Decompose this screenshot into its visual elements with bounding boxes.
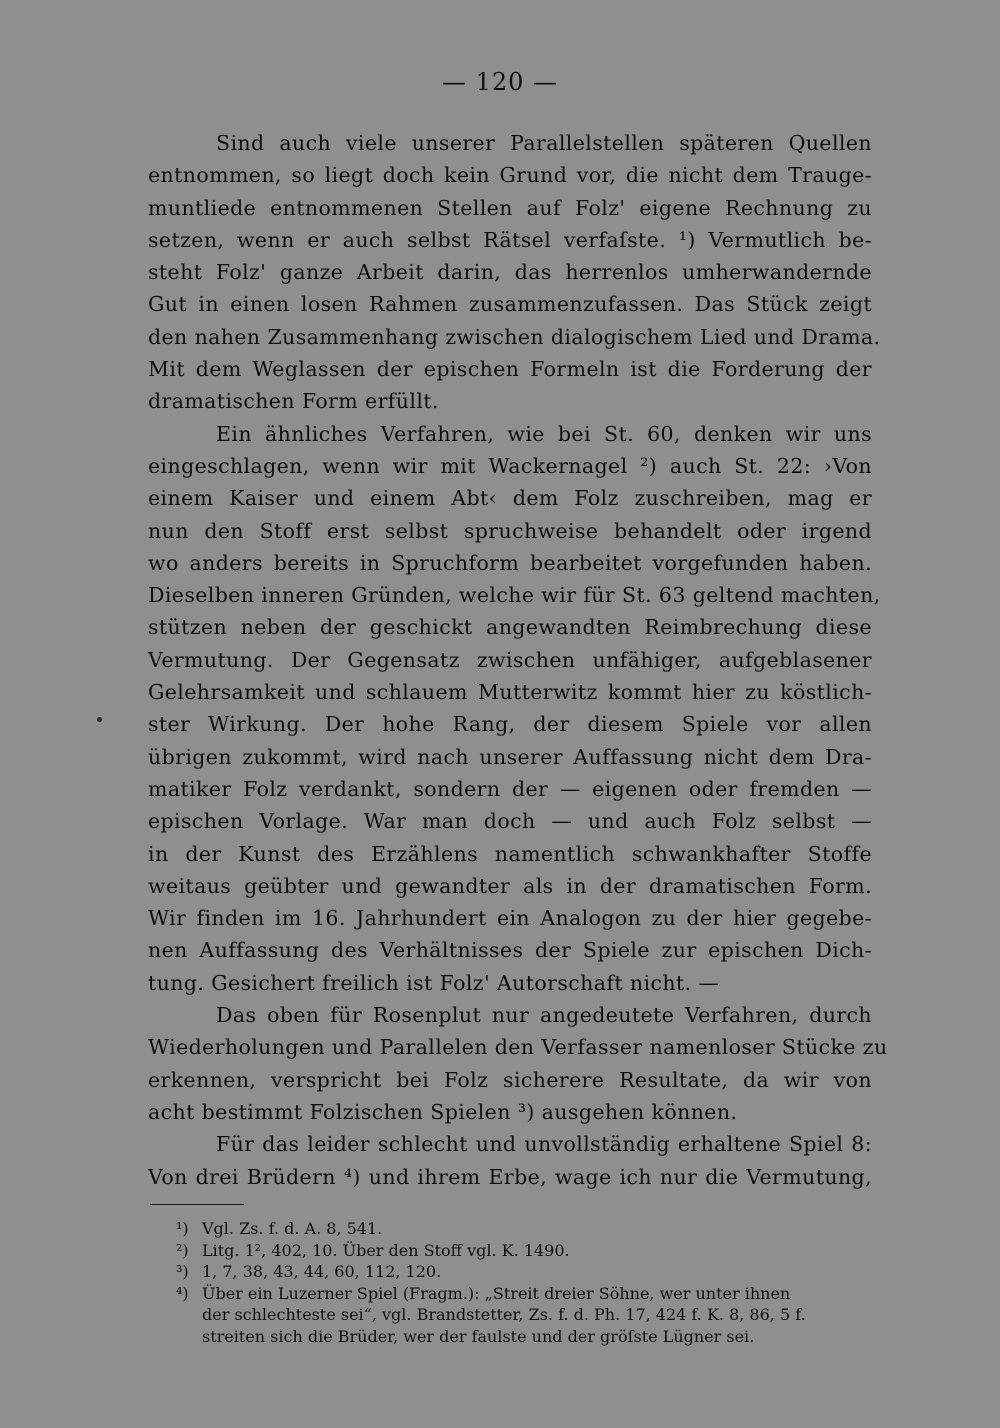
text-line: nen Auffassung des Verhältnisses der Spiele zur epischen Dich- bbox=[148, 938, 872, 963]
text-line: Sind auch viele unserer Parallelstellen späteren Quellen bbox=[216, 131, 872, 155]
footnote-text: Vgl. Zs. f. d. A. 8, 541. bbox=[202, 1219, 383, 1238]
text-line: muntliede entnommenen Stellen auf Folz' eigene Rechnung zu bbox=[148, 195, 872, 220]
text-line: steht Folz' ganze Arbeit darin, das herrenlos umherwandernde bbox=[148, 260, 872, 285]
text-line: nun den Stoff erst selbst spruchweise behandelt oder irgend bbox=[148, 518, 872, 543]
text-line: dramatischen Form erfüllt. bbox=[148, 389, 439, 414]
footnote-1 bbox=[176, 1218, 876, 1240]
footnote-divider bbox=[150, 1204, 244, 1205]
footnote-mark: ²) bbox=[176, 1240, 189, 1260]
text-line: weitaus geübter und gewandter als in der dramatischen Form. bbox=[148, 873, 872, 898]
page-number: — 120 — bbox=[441, 68, 559, 96]
text-line: Gelehrsamkeit und schlauem Mutterwitz kommt hier zu köstlich- bbox=[148, 680, 872, 705]
text-line: acht bestimmt Folzischen Spielen ³) ausgehen können. bbox=[148, 1099, 738, 1124]
footnote-mark: ³) bbox=[176, 1262, 189, 1281]
text-line: Gut in einen losen Rahmen zusammenzufassen. Das Stück zeigt bbox=[148, 292, 872, 317]
footnote-mark: ¹) bbox=[176, 1219, 189, 1238]
text-line: Ein ähnliches Verfahren, wie bei St. 60, denken wir uns bbox=[216, 421, 872, 446]
text-line: Das oben für Rosenplut nur angedeutete Verfahren, durch bbox=[216, 1003, 872, 1028]
footnote-mark: ⁴) bbox=[176, 1283, 189, 1303]
margin-mark bbox=[97, 717, 102, 722]
text-line: tung. Gesichert freilich ist Folz' Autorschaft nicht. — bbox=[148, 970, 720, 995]
text-line: übrigen zukommt, wird nach unserer Auffassung nicht dem Dra- bbox=[148, 744, 872, 769]
text-line: epischen Vorlage. War man doch — und auch Folz selbst — bbox=[148, 809, 872, 834]
text-line: ster Wirkung. Der hohe Rang, der diesem Spiele vor allen bbox=[148, 712, 872, 737]
text-line: in der Kunst des Erzählens namentlich schwankhafter Stoffe bbox=[148, 841, 872, 866]
footnote-4-continuation: der schlechteste sei“, vgl. Brandstetter, Zs. f. d. Ph. 17, 424 f. K. 8, 86, 5 f. bbox=[202, 1305, 806, 1324]
text-line: Dieselben inneren Gründen, welche wir für St. 63 geltend machten, bbox=[148, 583, 881, 608]
text-line: Von drei Brüdern ⁴) und ihrem Erbe, wage ich nur die Vermutung, bbox=[148, 1164, 872, 1189]
footnote-4-continuation: streiten sich die Brüder, wer der faulste und der gröſste Lügner sei. bbox=[202, 1326, 755, 1346]
text-line: Wiederholungen und Parallelen den Verfasser namenloser Stücke zu bbox=[148, 1035, 888, 1060]
footnotes bbox=[176, 1218, 876, 1347]
text-line: setzen, wenn er auch selbst Rätsel verfaſste. ¹) Vermutlich be- bbox=[148, 227, 872, 252]
body-text bbox=[148, 127, 888, 1193]
footnote-text: 1, 7, 38, 43, 44, 60, 112, 120. bbox=[202, 1262, 442, 1281]
footnote-text: Litg. 1², 402, 10. Über den Stoff vgl. K. 1490. bbox=[202, 1240, 570, 1260]
footnote-3 bbox=[176, 1261, 876, 1283]
text-line: Vermutung. Der Gegensatz zwischen unfähiger, aufgeblasener bbox=[148, 647, 872, 672]
text-line: Für das leider schlecht und unvollständig erhaltene Spiel 8: bbox=[216, 1132, 872, 1157]
text-line: stützen neben der geschickt angewandten Reimbrechung diese bbox=[148, 615, 872, 640]
footnote-text: Über ein Luzerner Spiel (Fragm.): „Streit dreier Söhne, wer unter ihnen bbox=[202, 1283, 791, 1303]
footnote-2 bbox=[176, 1240, 876, 1262]
text-line: Mit dem Weglassen der epischen Formeln ist die Forderung der bbox=[148, 357, 872, 382]
text-line: einem Kaiser und einem Abt‹ dem Folz zuschreiben, mag er bbox=[148, 486, 872, 511]
text-line: eingeschlagen, wenn wir mit Wackernagel ²) auch St. 22: ›Von bbox=[148, 453, 872, 478]
text-line: erkennen, verspricht bei Folz sicherere Resultate, da wir von bbox=[148, 1067, 872, 1092]
text-line: wo anders bereits in Spruchform bearbeitet vorgefunden haben. bbox=[148, 550, 872, 575]
text-line: matiker Folz verdankt, sondern der — eigenen oder fremden — bbox=[148, 776, 872, 801]
text-line: entnommen, so liegt doch kein Grund vor, die nicht dem Trauge- bbox=[148, 163, 872, 188]
footnote-4 bbox=[176, 1283, 876, 1305]
text-line: Wir finden im 16. Jahrhundert ein Analogon zu der hier gegebe- bbox=[148, 906, 872, 931]
text-line: den nahen Zusammenhang zwischen dialogischem Lied und Drama. bbox=[148, 324, 881, 349]
